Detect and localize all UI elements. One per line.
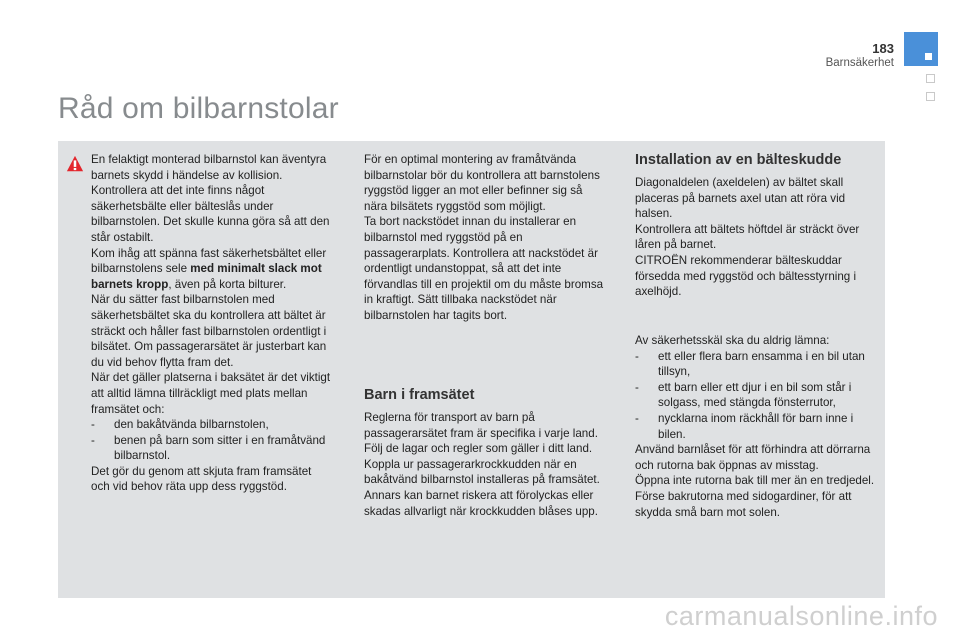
col3-paragraph-5: Använd barnlåset för att förhindra att dörrarna och rutorna bak öppnas av misstag. (635, 443, 871, 472)
list-item (635, 411, 880, 442)
col3-paragraph-6: Öppna inte rutorna bak till mer än en tredjedel. (635, 474, 875, 488)
col3-paragraph-4: Av säkerhetsskäl ska du aldrig lämna: (635, 334, 830, 347)
col1-paragraph-5: När det gäller platserna i baksätet är det viktigt att alltid lämna tillräckligt med plats mellan framsätet och: (91, 371, 331, 416)
list-item-text: den bakåtvända bilbarnstolen, (114, 418, 269, 432)
col1-paragraph-2: Kontrollera att det inte finns något säkerhetsbälte eller bälteslås under bilbarnstolen. Det skulle kunna göra så att den står ostabilt. (91, 184, 330, 244)
chapter-tab-active (904, 32, 938, 66)
col1-p3-post: , även på korta bilturer. (168, 277, 287, 291)
column-3-safety (635, 333, 880, 520)
tab-dot (925, 53, 932, 60)
col2-paragraph-2: Ta bort nackstödet innan du installerar en bilbarnstol med ryggstöd på en passagerarplats. Kontrollera att nackstödet är ordentligt undanstoppat, så att det inte förvandlas till en projektil om du måste bromsa in kraftigt. Sätt tillbaka nackstödet när bilbarnstolen har tagits bort. (364, 215, 604, 322)
page-title: Råd om bilbarnstolar (58, 92, 339, 125)
list-marker: - (635, 349, 639, 363)
col2-paragraph-3: Reglerna för transport av barn på passagerarsätet fram är specifika i varje land. (364, 411, 598, 440)
column-2 (364, 152, 604, 324)
col1-paragraph-6: Det gör du genom att skjuta fram framsätet och vid behov räta upp dess ryggstöd. (91, 464, 312, 494)
col1-paragraph-3 (91, 246, 331, 293)
section-heading-booster: Installation av en bälteskudde (635, 152, 842, 168)
list-item (91, 433, 331, 464)
list-marker: - (91, 418, 95, 432)
col1-p3-pre: Kom ihåg att spänna fast säkerhetsbältet eller bilbarnstolens sele (91, 246, 327, 276)
list-marker: - (635, 411, 639, 425)
list-marker: - (91, 433, 95, 447)
list-item-text: ett barn eller ett djur i en bil som står i solgass, med stängda fönsterrutor, (658, 380, 852, 410)
col2-paragraph-5: Koppla ur passagerarkrockkudden när en bakåtvänd bilbarnstol installeras på framsätet. Annars kan barnet riskera att förolyckas eller skadas allvarligt när krockkudden blåses upp. (364, 457, 600, 518)
chapter-tab-empty-2 (926, 92, 935, 101)
col3-paragraph-3: CITROËN rekommenderar bälteskuddar försedda med ryggstöd och bältesstyrning i axelhöjd. (635, 253, 857, 299)
chapter-tab-empty-1 (926, 74, 935, 83)
watermark: carmanualsonline.info (664, 601, 938, 631)
col2-paragraph-1: För en optimal montering av framåtvända bilbarnstolar bör du kontrollera att barnstolens ryggstöd ligger an mot eller befinner sig så nära bilsätets ryggstöd som möjligt. (364, 153, 600, 213)
column-2-section (364, 410, 604, 519)
page-number: 183 (872, 41, 894, 56)
col3-paragraph-1: Diagonaldelen (axeldelen) av bältet skall placeras på barnets axel utan att röra vid halsen. (635, 176, 846, 221)
chapter-title: Barnsäkerhet (825, 57, 894, 69)
col1-p3-bold: med minimalt slack mot barnets kropp (91, 262, 322, 291)
column-3 (635, 175, 880, 300)
section-heading-front-seat: Barn i framsätet (364, 387, 475, 403)
list-marker: - (635, 380, 639, 394)
list-item (635, 349, 880, 380)
warning-triangle-icon (66, 155, 84, 173)
col3-paragraph-2: Kontrollera att bältets höftdel är sträckt över låren på barnet. (635, 222, 860, 252)
col3-paragraph-7: Förse bakrutorna med sidogardiner, för att skydda små barn mot solen. (635, 489, 852, 519)
col1-paragraph-4: När du sätter fast bilbarnstolen med säkerhetsbältet ska du kontrollera att bältet är sträckt och håller fast bilbarnstolen ordentligt i bilsätet. Om passagerarsätet är justerbart kan du vid behov flytta fram det. (91, 293, 327, 369)
col1-paragraph-1: En felaktigt monterad bilbarnstol kan äventyra barnets skydd i händelse av kollision. (91, 153, 327, 182)
list-item-text: benen på barn som sitter i en framåtvänd bilbarnstol. (114, 433, 326, 463)
col2-paragraph-4: Följ de lagar och regler som gäller i ditt land. (364, 442, 593, 456)
list-item (91, 417, 331, 433)
list-item (635, 380, 880, 411)
column-1 (91, 152, 331, 495)
list-item-text: nycklarna inom räckhåll för barn inne i bilen. (658, 411, 854, 441)
list-item-text: ett eller flera barn ensamma i en bil utan tillsyn, (658, 349, 865, 379)
